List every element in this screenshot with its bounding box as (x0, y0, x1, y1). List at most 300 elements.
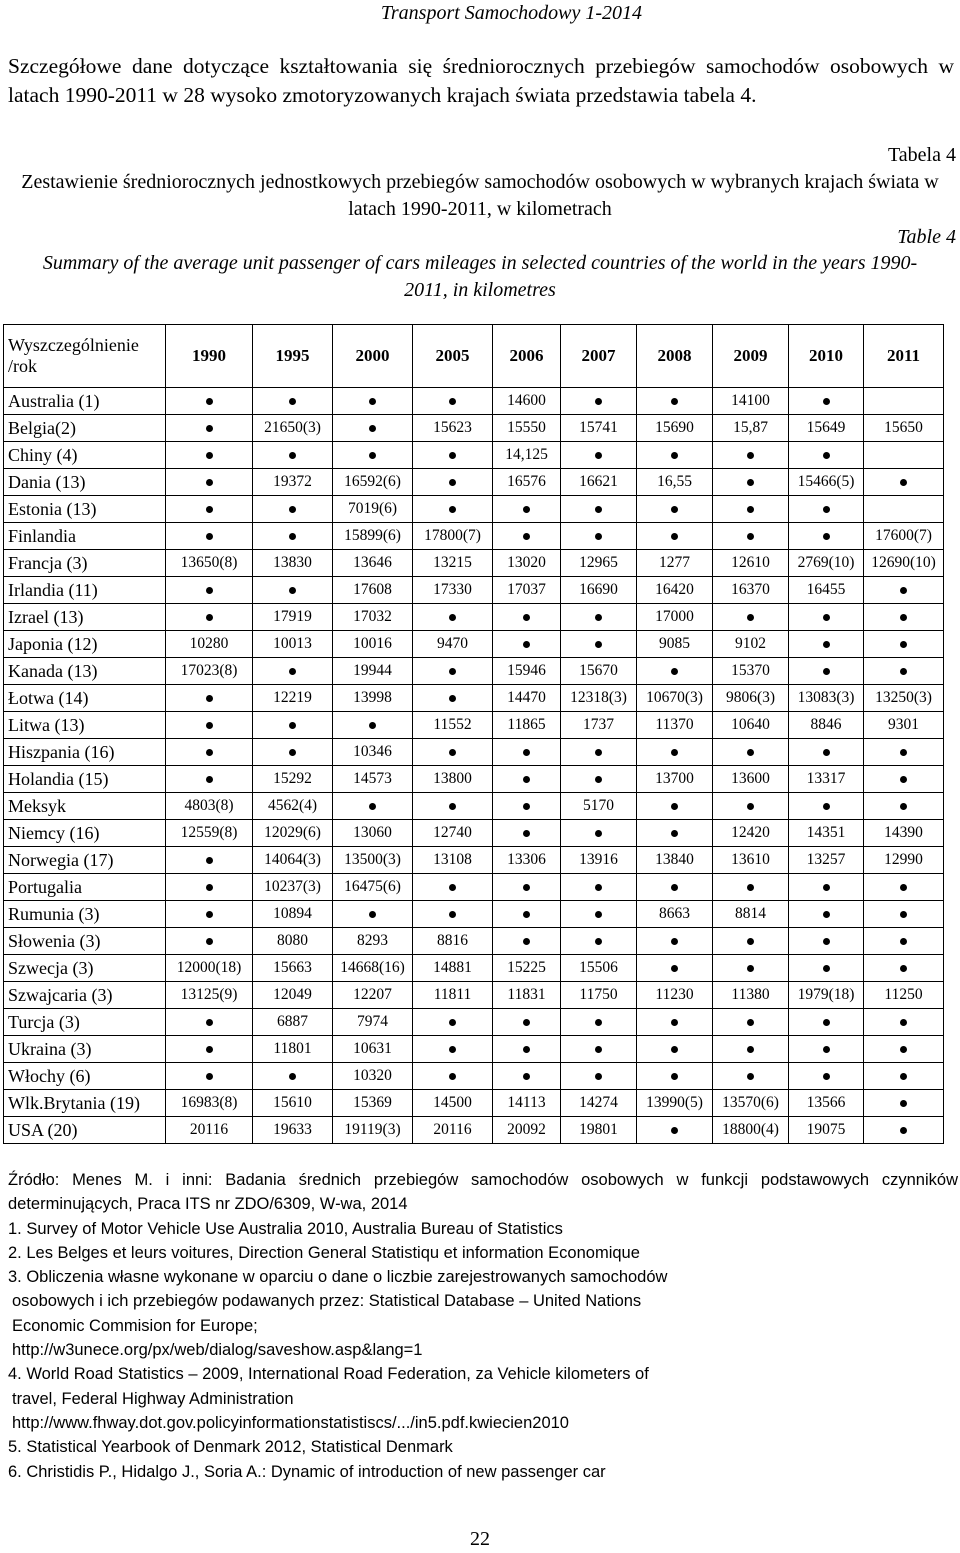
value-cell: 15690 (637, 415, 713, 442)
country-cell: Francja (3) (4, 550, 166, 577)
value-cell: 14113 (493, 1090, 561, 1117)
value-cell: 12740 (413, 820, 493, 847)
no-data-dot-icon (671, 965, 678, 972)
no-data-cell (253, 442, 333, 469)
value-cell: 15225 (493, 955, 561, 982)
no-data-cell (493, 766, 561, 793)
value-cell: 14064(3) (253, 847, 333, 874)
no-data-cell (253, 523, 333, 550)
footnote-line: http://www.fhway.dot.gov.policyinformationstatistiscs/.../in5.pdf.kwiecien2010 (12, 1413, 569, 1432)
value-cell: 10346 (333, 739, 413, 766)
value-cell: 17023(8) (166, 658, 253, 685)
value-cell: 13570(6) (713, 1090, 789, 1117)
country-cell: Szwajcaria (3) (4, 982, 166, 1009)
country-cell: Meksyk (4, 793, 166, 820)
value-cell: 19075 (789, 1117, 864, 1144)
value-cell: 17919 (253, 604, 333, 631)
no-data-cell (413, 1063, 493, 1090)
value-cell: 15610 (253, 1090, 333, 1117)
no-data-dot-icon (595, 452, 602, 459)
no-data-dot-icon (449, 506, 456, 513)
value-cell: 11831 (493, 982, 561, 1009)
country-cell: Litwa (13) (4, 712, 166, 739)
value-cell: 19801 (561, 1117, 637, 1144)
no-data-cell (864, 1063, 944, 1090)
no-data-dot-icon (823, 398, 830, 405)
no-data-cell (333, 712, 413, 739)
no-data-cell (637, 793, 713, 820)
value-cell: 14274 (561, 1090, 637, 1117)
value-cell: 2769(10) (789, 550, 864, 577)
value-cell: 20092 (493, 1117, 561, 1144)
no-data-dot-icon (671, 1046, 678, 1053)
no-data-cell (166, 928, 253, 955)
value-cell: 13700 (637, 766, 713, 793)
no-data-cell (864, 631, 944, 658)
no-data-dot-icon (823, 803, 830, 810)
no-data-cell (713, 955, 789, 982)
no-data-dot-icon (449, 452, 456, 459)
value-cell: 9085 (637, 631, 713, 658)
no-data-cell (637, 1063, 713, 1090)
no-data-cell (166, 739, 253, 766)
value-cell: 7974 (333, 1009, 413, 1036)
running-header: Transport Samochodowy 1-2014 (380, 2, 642, 24)
no-data-cell (166, 469, 253, 496)
no-data-cell (637, 739, 713, 766)
value-cell: 15,87 (713, 415, 789, 442)
no-data-cell (637, 523, 713, 550)
value-cell: 13998 (333, 685, 413, 712)
country-cell: Estonia (13) (4, 496, 166, 523)
no-data-dot-icon (595, 938, 602, 945)
value-cell: 16621 (561, 469, 637, 496)
no-data-dot-icon (206, 533, 213, 540)
no-data-dot-icon (747, 506, 754, 513)
no-data-dot-icon (823, 668, 830, 675)
no-data-cell (561, 631, 637, 658)
no-data-dot-icon (449, 1019, 456, 1026)
no-data-cell (864, 1009, 944, 1036)
no-data-dot-icon (449, 911, 456, 918)
table-row (4, 1036, 944, 1063)
no-data-dot-icon (523, 641, 530, 648)
value-cell: 13600 (713, 766, 789, 793)
table-row (4, 388, 944, 415)
value-cell: 15623 (413, 415, 493, 442)
no-data-dot-icon (595, 884, 602, 891)
table-row (4, 550, 944, 577)
country-cell: Niemcy (16) (4, 820, 166, 847)
no-data-cell (166, 415, 253, 442)
value-cell: 17330 (413, 577, 493, 604)
value-cell: 12049 (253, 982, 333, 1009)
no-data-cell (713, 1063, 789, 1090)
footnote-line: 3. Obliczenia własne wykonane w oparciu o dane o liczbie zarejestrowanych samochodów (8, 1268, 668, 1287)
value-cell: 13566 (789, 1090, 864, 1117)
no-data-dot-icon (595, 1019, 602, 1026)
value-cell: 8663 (637, 901, 713, 928)
no-data-cell (413, 469, 493, 496)
value-cell: 20116 (166, 1117, 253, 1144)
value-cell: 5170 (561, 793, 637, 820)
no-data-dot-icon (369, 425, 376, 432)
value-cell: 16592(6) (333, 469, 413, 496)
footnote-line: 6. Christidis P., Hidalgo J., Soria A.: Dynamic of introduction of new passenger car (8, 1462, 606, 1481)
no-data-cell (166, 1036, 253, 1063)
no-data-dot-icon (747, 614, 754, 621)
no-data-cell (561, 739, 637, 766)
value-cell: 11865 (493, 712, 561, 739)
value-cell: 18800(4) (713, 1117, 789, 1144)
table-row (4, 982, 944, 1009)
value-cell: 14390 (864, 820, 944, 847)
no-data-cell (789, 739, 864, 766)
no-data-cell (864, 1036, 944, 1063)
no-data-cell (413, 874, 493, 901)
no-data-dot-icon (823, 614, 830, 621)
no-data-cell (253, 1063, 333, 1090)
no-data-dot-icon (595, 1046, 602, 1053)
no-data-cell (789, 388, 864, 415)
no-data-dot-icon (823, 1073, 830, 1080)
no-data-cell (166, 901, 253, 928)
no-data-cell (166, 1063, 253, 1090)
value-cell: 15466(5) (789, 469, 864, 496)
country-cell: Wlk.Brytania (19) (4, 1090, 166, 1117)
no-data-cell (789, 658, 864, 685)
no-data-cell (413, 1036, 493, 1063)
no-data-dot-icon (900, 1046, 907, 1053)
no-data-cell (864, 469, 944, 496)
value-cell: 15899(6) (333, 523, 413, 550)
no-data-cell (561, 1009, 637, 1036)
no-data-cell (713, 604, 789, 631)
no-data-dot-icon (900, 641, 907, 648)
no-data-cell (333, 415, 413, 442)
no-data-dot-icon (747, 1073, 754, 1080)
no-data-dot-icon (523, 884, 530, 891)
footnote-line: 4. World Road Statistics – 2009, International Road Federation, za Vehicle kilometers of (8, 1365, 649, 1384)
no-data-dot-icon (747, 479, 754, 486)
no-data-dot-icon (289, 587, 296, 594)
year-header: 1990 (166, 325, 253, 388)
value-cell: 16576 (493, 469, 561, 496)
value-cell: 10894 (253, 901, 333, 928)
no-data-cell (561, 1063, 637, 1090)
value-cell: 19119(3) (333, 1117, 413, 1144)
value-cell: 15369 (333, 1090, 413, 1117)
source-notes (8, 1168, 958, 1484)
no-data-cell (166, 604, 253, 631)
no-data-dot-icon (289, 506, 296, 513)
no-data-cell (864, 739, 944, 766)
no-data-dot-icon (823, 938, 830, 945)
value-cell: 9470 (413, 631, 493, 658)
no-data-cell (713, 523, 789, 550)
no-data-dot-icon (523, 1073, 530, 1080)
no-data-cell (789, 901, 864, 928)
no-data-cell (789, 874, 864, 901)
value-cell: 12990 (864, 847, 944, 874)
no-data-cell (561, 901, 637, 928)
value-cell: 13646 (333, 550, 413, 577)
no-data-dot-icon (671, 1073, 678, 1080)
value-cell: 19944 (333, 658, 413, 685)
value-cell: 17037 (493, 577, 561, 604)
no-data-cell (333, 901, 413, 928)
no-data-dot-icon (747, 1046, 754, 1053)
no-data-dot-icon (900, 965, 907, 972)
value-cell: 10013 (253, 631, 333, 658)
table-row (4, 1090, 944, 1117)
country-cell: Łotwa (14) (4, 685, 166, 712)
no-data-dot-icon (747, 533, 754, 540)
value-cell: 8814 (713, 901, 789, 928)
no-data-cell (561, 496, 637, 523)
no-data-cell (561, 766, 637, 793)
no-data-dot-icon (747, 884, 754, 891)
no-data-cell (493, 874, 561, 901)
no-data-cell (333, 388, 413, 415)
country-cell: Holandia (15) (4, 766, 166, 793)
value-cell: 19633 (253, 1117, 333, 1144)
value-cell: 14500 (413, 1090, 493, 1117)
no-data-cell (413, 388, 493, 415)
footnote-line: 5. Statistical Yearbook of Denmark 2012, Statistical Denmark (8, 1438, 453, 1457)
table-caption-en: Summary of the average unit passenger of cars mileages in selected countries of the world in the years 1990-2011, in kilometres (42, 252, 918, 301)
no-data-cell (493, 1009, 561, 1036)
value-cell: 21650(3) (253, 415, 333, 442)
country-cell: Norwegia (17) (4, 847, 166, 874)
value-cell: 15670 (561, 658, 637, 685)
no-data-cell (166, 388, 253, 415)
no-data-dot-icon (900, 1100, 907, 1107)
country-cell: Belgia(2) (4, 415, 166, 442)
no-data-cell (413, 793, 493, 820)
no-data-dot-icon (595, 614, 602, 621)
value-cell: 14600 (493, 388, 561, 415)
value-cell: 13830 (253, 550, 333, 577)
no-data-cell (166, 712, 253, 739)
no-data-dot-icon (206, 1019, 213, 1026)
value-cell: 13306 (493, 847, 561, 874)
table-row (4, 847, 944, 874)
no-data-dot-icon (900, 803, 907, 810)
value-cell: 16,55 (637, 469, 713, 496)
value-cell: 10670(3) (637, 685, 713, 712)
country-cell: Chiny (4) (4, 442, 166, 469)
no-data-dot-icon (289, 668, 296, 675)
no-data-dot-icon (523, 803, 530, 810)
no-data-cell (413, 442, 493, 469)
value-cell: 10640 (713, 712, 789, 739)
no-data-cell (637, 928, 713, 955)
no-data-cell (789, 604, 864, 631)
no-data-cell (864, 604, 944, 631)
value-cell: 17800(7) (413, 523, 493, 550)
value-cell: 16983(8) (166, 1090, 253, 1117)
no-data-cell (561, 874, 637, 901)
no-data-dot-icon (523, 533, 530, 540)
no-data-cell (333, 793, 413, 820)
no-data-dot-icon (747, 803, 754, 810)
no-data-dot-icon (900, 587, 907, 594)
no-data-dot-icon (523, 938, 530, 945)
value-cell: 12610 (713, 550, 789, 577)
value-cell: 17032 (333, 604, 413, 631)
no-data-dot-icon (206, 425, 213, 432)
value-cell: 13317 (789, 766, 864, 793)
no-data-cell (713, 496, 789, 523)
no-data-dot-icon (595, 533, 602, 540)
value-cell: 11370 (637, 712, 713, 739)
value-cell: 20116 (413, 1117, 493, 1144)
value-cell: 9102 (713, 631, 789, 658)
table-row (4, 1117, 944, 1144)
no-data-dot-icon (595, 749, 602, 756)
no-data-cell (493, 496, 561, 523)
value-cell: 10631 (333, 1036, 413, 1063)
value-cell: 15741 (561, 415, 637, 442)
country-cell: Kanada (13) (4, 658, 166, 685)
value-cell: 12965 (561, 550, 637, 577)
table-row (4, 874, 944, 901)
value-cell: 12029(6) (253, 820, 333, 847)
no-data-cell (864, 1090, 944, 1117)
value-cell: 14,125 (493, 442, 561, 469)
no-data-dot-icon (206, 452, 213, 459)
country-cell: Słowenia (3) (4, 928, 166, 955)
no-data-dot-icon (671, 398, 678, 405)
no-data-cell (637, 442, 713, 469)
no-data-cell (166, 685, 253, 712)
table-row (4, 820, 944, 847)
value-cell: 13800 (413, 766, 493, 793)
value-cell: 1979(18) (789, 982, 864, 1009)
no-data-dot-icon (523, 776, 530, 783)
no-data-cell (864, 766, 944, 793)
table-row (4, 496, 944, 523)
no-data-dot-icon (900, 614, 907, 621)
no-data-dot-icon (747, 452, 754, 459)
country-cell: Irlandia (11) (4, 577, 166, 604)
no-data-dot-icon (595, 641, 602, 648)
value-cell: 16690 (561, 577, 637, 604)
value-cell: 12207 (333, 982, 413, 1009)
no-data-cell (864, 928, 944, 955)
no-data-dot-icon (671, 668, 678, 675)
no-data-cell (493, 523, 561, 550)
table-row (4, 523, 944, 550)
no-data-cell (413, 901, 493, 928)
no-data-dot-icon (900, 1073, 907, 1080)
no-data-dot-icon (449, 695, 456, 702)
value-cell: 13083(3) (789, 685, 864, 712)
table-body (4, 388, 944, 1144)
mileage-table (3, 324, 944, 1144)
no-data-dot-icon (900, 911, 907, 918)
no-data-dot-icon (206, 695, 213, 702)
no-data-dot-icon (900, 749, 907, 756)
footnote-list (8, 1217, 958, 1484)
source-citation: Źródło: Menes M. i inni: Badania średnich przebiegów samochodów osobowych w funkcji podstawowych czynników determinujących, Praca ITS nr ZDO/6309, W-wa, 2014 (8, 1171, 958, 1214)
footnote-line: 1. Survey of Motor Vehicle Use Australia 2010, Australia Bureau of Statistics (8, 1219, 563, 1238)
no-data-dot-icon (671, 938, 678, 945)
value-cell: 14100 (713, 388, 789, 415)
value-cell: 17600(7) (864, 523, 944, 550)
no-data-dot-icon (449, 749, 456, 756)
country-cell: Ukraina (3) (4, 1036, 166, 1063)
year-header: 2005 (413, 325, 493, 388)
no-data-dot-icon (206, 884, 213, 891)
table-row (4, 928, 944, 955)
table-row (4, 1009, 944, 1036)
no-data-dot-icon (595, 398, 602, 405)
country-cell: USA (20) (4, 1117, 166, 1144)
no-data-cell (493, 631, 561, 658)
table-row (4, 415, 944, 442)
value-cell (864, 496, 944, 523)
value-cell: 8816 (413, 928, 493, 955)
no-data-dot-icon (900, 884, 907, 891)
no-data-dot-icon (523, 614, 530, 621)
no-data-cell (166, 874, 253, 901)
year-header: 2009 (713, 325, 789, 388)
value-cell: 14470 (493, 685, 561, 712)
no-data-dot-icon (206, 506, 213, 513)
table-label-pl: Tabela 4 (887, 144, 956, 166)
value-cell (864, 442, 944, 469)
value-cell: 11811 (413, 982, 493, 1009)
no-data-dot-icon (671, 1127, 678, 1134)
no-data-cell (253, 496, 333, 523)
value-cell: 15370 (713, 658, 789, 685)
no-data-cell (413, 739, 493, 766)
table-header-row (4, 325, 944, 388)
value-cell: 9806(3) (713, 685, 789, 712)
value-cell: 10016 (333, 631, 413, 658)
value-cell: 13650(8) (166, 550, 253, 577)
value-cell: 14881 (413, 955, 493, 982)
no-data-dot-icon (595, 830, 602, 837)
country-cell: Szwecja (3) (4, 955, 166, 982)
no-data-dot-icon (289, 1073, 296, 1080)
page-number: 22 (470, 1528, 490, 1550)
value-cell: 13215 (413, 550, 493, 577)
value-cell: 13257 (789, 847, 864, 874)
no-data-cell (493, 901, 561, 928)
value-cell: 16370 (713, 577, 789, 604)
no-data-cell (166, 523, 253, 550)
no-data-cell (493, 739, 561, 766)
no-data-cell (713, 442, 789, 469)
no-data-dot-icon (900, 479, 907, 486)
no-data-dot-icon (206, 1046, 213, 1053)
no-data-cell (864, 955, 944, 982)
no-data-cell (166, 847, 253, 874)
no-data-dot-icon (823, 749, 830, 756)
value-cell: 8293 (333, 928, 413, 955)
no-data-dot-icon (823, 965, 830, 972)
value-cell: 12000(18) (166, 955, 253, 982)
no-data-cell (637, 1009, 713, 1036)
value-cell: 8846 (789, 712, 864, 739)
no-data-dot-icon (523, 830, 530, 837)
no-data-dot-icon (595, 911, 602, 918)
footnote-line: http://w3unece.org/px/web/dialog/saveshow.asp&lang=1 (12, 1341, 423, 1360)
no-data-dot-icon (449, 479, 456, 486)
